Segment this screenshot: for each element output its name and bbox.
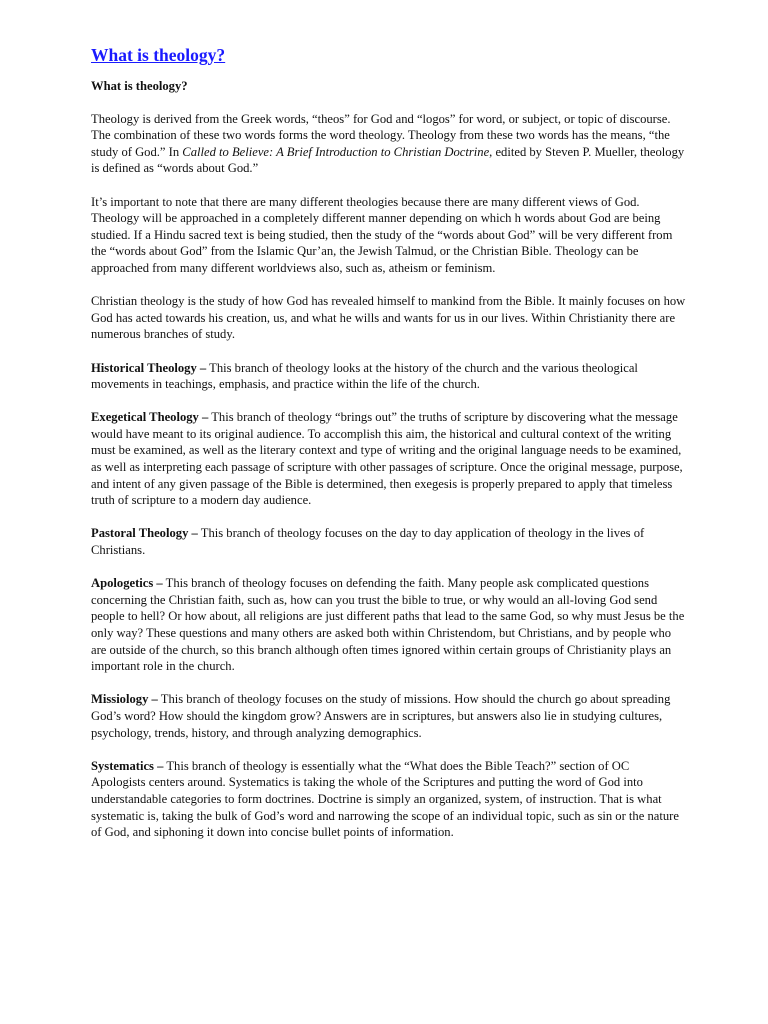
branch-description: This branch of theology focuses on defending the faith. Many people ask complicated questions concerning the Christian faith, such as, how can you trust the bible to true, or why would an all-loving God send people to hell? Or how about, all religions are just different paths that lead to the same God, so why must Jesus be the only way? These questions and many others are asked both within Christendom, but Christians, and by people who are outside of the church, so this branch although often times ignored within certain groups of Christianity plays an important role in the church. — [91, 576, 685, 674]
branch-pastoral-theology — [91, 525, 686, 558]
intro-paragraph-2: It’s important to note that there are many different theologies because there are many different views of God. Theology will be approached in a completely different manner depending on which h words about God are being studied. If a Hindu sacred text is being studied, then the study of the “words about God” will be very different from the “words about God” from the Islamic Qur’an, the Jewish Talmud, or the Christian Bible. Theology can be approached from many different worldviews also, such as, atheism or feminism. — [91, 194, 673, 275]
branch-description: This branch of theology focuses on the study of missions. How should the church go about spreading God’s word? How should the kingdom grow? Answers are in scriptures, but answers also lie in studying cultures, psychology, trends, history, and through analyzing demographics. — [91, 692, 671, 740]
intro-p1-text-a: Theology is derived from the Greek words, “theos” for God and “logos” for word, or subject, or topic of discourse. The combination of these two words forms the word theology. Theology from these two words has the means, “the study of God.” In — [91, 111, 671, 159]
page-title[interactable] — [91, 44, 686, 66]
branch-missiology — [91, 691, 686, 741]
branch-apologetics — [91, 575, 686, 675]
branch-term: Exegetical Theology – — [91, 410, 209, 425]
book-title: Called to Believe: A Brief Introduction to Christian Doctrine — [182, 144, 490, 159]
subheading: What is theology? — [91, 79, 188, 93]
branch-term: Missiology – — [91, 692, 158, 707]
intro-paragraph-3: Christian theology is the study of how God has revealed himself to mankind from the Bible. It mainly focuses on how God has acted towards his creation, us, and what he wills and wants for us in our lives. Within Christianity there are numerous branches of study. — [91, 294, 686, 342]
title-link[interactable]: What is theology? — [91, 45, 226, 65]
branch-term: Systematics – — [91, 758, 164, 773]
branch-description: This branch of theology focuses on the day to day application of theology in the lives of Christians. — [91, 526, 645, 558]
branch-historical-theology — [91, 360, 686, 393]
branch-term: Apologetics – — [91, 576, 163, 591]
branch-description: This branch of theology looks at the history of the church and the various theological movements in teachings, emphasis, and practice within the life of the church. — [91, 360, 638, 392]
branch-description: This branch of theology is essentially what the “What does the Bible Teach?” section of OC Apologists centers around. Systematics is taking the whole of the Scriptures and putting the word of God into understandable categories to form doctrines. Doctrine is simply an organized, system, of instruction. That is what systematic is, taking the bulk of God’s word and narrowing the scope of an individual topic, such as sin or the nature of God, and siphoning it down into concise bullet points of information. — [91, 758, 679, 840]
intro-paragraph-1 — [91, 111, 686, 177]
branch-description: This branch of theology “brings out” the truths of scripture by discovering what the message would have meant to its original audience. To accomplish this aim, the historical and cultural context of the writing must be examined, as well as the literary context and type of writing and the original language needs to be examined, as well as interpreting each passage of scripture with other passages of scripture. Once the original message, purpose, and intent of any given passage of the Bible is determined, then exegesis is properly prepared to apply that timeless truth of scripture to a modern day audience. — [91, 410, 683, 508]
branch-systematics — [91, 758, 686, 841]
branch-term: Historical Theology – — [91, 360, 207, 375]
intro-p1-text-b: , edited by Steven P. Mueller, theology is defined as “words about God.” — [91, 144, 685, 176]
branch-term: Pastoral Theology – — [91, 526, 198, 541]
branch-exegetical-theology — [91, 409, 686, 509]
